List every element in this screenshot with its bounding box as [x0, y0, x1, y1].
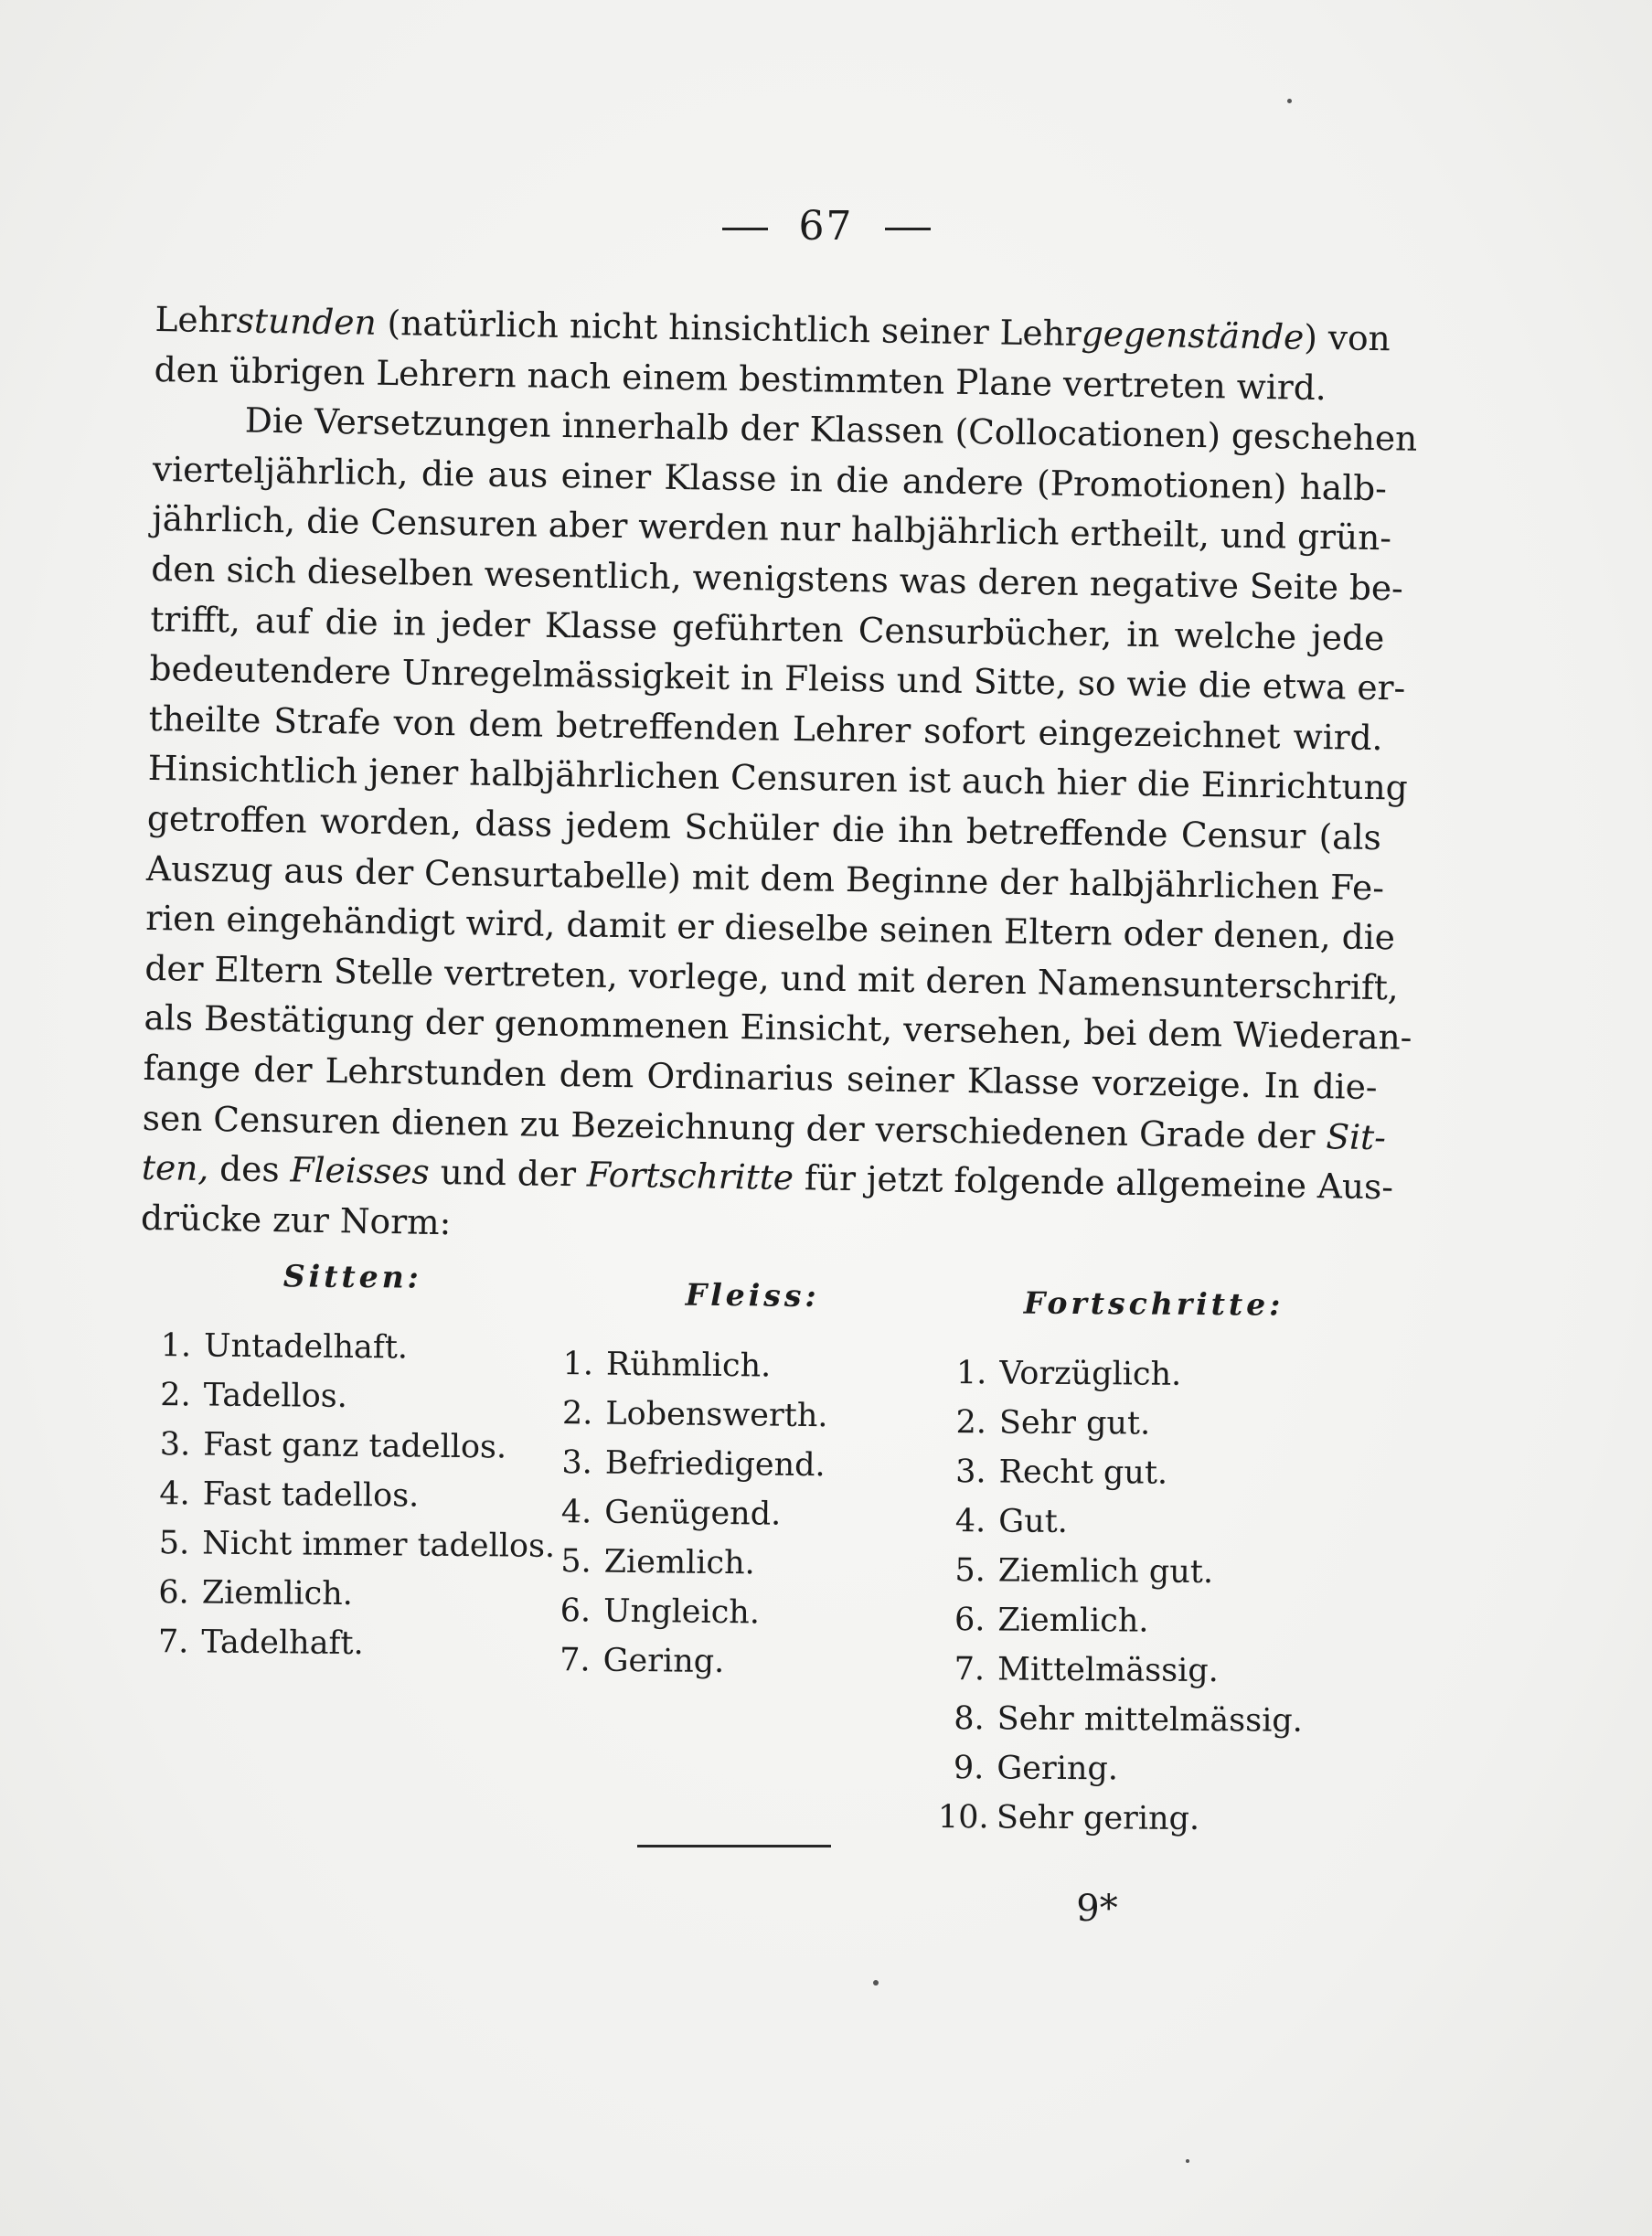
text-segment: der Eltern Stelle vertreten, vorlege, und mit deren Namensunterschrift,	[144, 947, 1400, 1008]
text-segment: als Bestätigung der genommenen Einsicht, versehen, bei dem Wiederan-	[144, 997, 1412, 1058]
grade-item	[144, 1568, 555, 1621]
grade-number: 3.	[561, 1444, 593, 1482]
column-heading-fortschritte: Fortschritte:	[1023, 1284, 1284, 1323]
grade-number: 10.	[937, 1798, 989, 1837]
grade-number: 4.	[159, 1475, 190, 1513]
text-segment: ) von	[1303, 316, 1391, 359]
grade-label: Gering.	[602, 1642, 725, 1681]
grade-number: 4.	[560, 1494, 592, 1531]
grade-label: Sehr gut.	[998, 1404, 1151, 1443]
grade-number: 7.	[559, 1642, 591, 1679]
grade-label: Ungleich.	[602, 1592, 761, 1632]
grade-number: 6.	[954, 1602, 986, 1639]
body-text	[140, 294, 1418, 1262]
grade-number: 9.	[953, 1750, 985, 1787]
grade-number: 1.	[562, 1346, 594, 1383]
grade-item	[940, 1546, 1305, 1598]
grade-label: Untadelhaft.	[203, 1327, 409, 1367]
list-sitten	[143, 1321, 557, 1670]
grade-item	[547, 1389, 828, 1441]
grade-number: 5.	[158, 1525, 190, 1562]
grade-label: Sehr gering.	[996, 1799, 1200, 1837]
grade-number: 6.	[560, 1592, 592, 1630]
grade-number: 2.	[160, 1377, 191, 1414]
grade-label: Fast tadellos.	[202, 1475, 420, 1515]
grade-number: 1.	[955, 1355, 987, 1392]
grade-item	[941, 1348, 1306, 1400]
page-number: 67	[798, 203, 854, 250]
grade-number: 6.	[158, 1574, 189, 1612]
column-heading-sitten: Sitten:	[282, 1258, 423, 1295]
grade-label: Lobenswerth.	[605, 1395, 828, 1435]
text-segment: Die Versetzungen innerhalb der Klassen (Collocationen) geschehen	[244, 399, 1418, 459]
italic-segment: Fortschritte	[586, 1154, 794, 1198]
right-dash	[885, 228, 931, 230]
grade-item	[144, 1518, 555, 1571]
paper-speck	[873, 1980, 879, 1986]
grade-item	[144, 1370, 556, 1423]
grade-label: Vorzüglich.	[999, 1355, 1182, 1393]
italic-segment: Sit-	[1326, 1115, 1387, 1157]
column-heading-fleiss: Fleiss:	[685, 1276, 820, 1315]
grade-label: Ziemlich gut.	[997, 1552, 1214, 1592]
text-segment: für jetzt folgende allgemeine Aus-	[793, 1157, 1394, 1208]
grade-number: 2.	[561, 1395, 593, 1432]
list-fortschritte	[938, 1348, 1306, 1845]
grade-label: Fast ganz tadellos.	[203, 1426, 507, 1466]
text-segment: (natürlich nicht hinsichtlich seiner Lehr	[376, 302, 1082, 354]
grade-item	[940, 1447, 1305, 1499]
text-segment: theilte Strafe von dem betreffenden Lehrer sofort eingezeichnet wird.	[148, 697, 1383, 758]
text-segment: bedeutendere Unregelmässigkeit in Fleiss und Sitte, so wie die etwa er-	[149, 648, 1406, 708]
grade-label: Recht gut.	[998, 1453, 1168, 1492]
grade-number: 8.	[954, 1700, 985, 1738]
grade-label: Ziemlich.	[603, 1543, 755, 1582]
grade-item	[941, 1398, 1306, 1450]
text-segment: sen Censuren dienen zu Bezeichnung der verschiedenen Grade der	[142, 1097, 1327, 1156]
grade-item	[545, 1586, 826, 1638]
grade-label: Genügend.	[604, 1494, 782, 1533]
text-segment: und der	[429, 1151, 588, 1195]
grade-item	[939, 1645, 1304, 1697]
text-segment: drücke zur Norm:	[140, 1197, 452, 1242]
grade-item	[548, 1339, 829, 1391]
grade-label: Mittelmässig.	[997, 1651, 1219, 1690]
italic-segment: gegenstände	[1081, 313, 1305, 357]
italic-segment: ten,	[141, 1146, 209, 1189]
grade-number: 5.	[560, 1543, 592, 1581]
grade-item	[143, 1617, 554, 1670]
grade-number: 2.	[955, 1404, 987, 1442]
grade-label: Tadelhaft.	[201, 1624, 364, 1663]
paper-speck	[1186, 2159, 1189, 2163]
text-segment: rien eingehändigt wird, damit er dieselbe seinen Eltern oder denen, die	[144, 898, 1396, 958]
grade-item	[144, 1420, 556, 1473]
text-segment: fange der Lehrstunden dem Ordinarius seiner Klasse vorzeige. In die-	[143, 1047, 1378, 1108]
text-segment: den sich dieselben wesentlich, wenigstens was deren negative Seite be-	[150, 548, 1404, 609]
text-segment: Hinsichtlich jener halbjährlichen Censuren ist auch hier die Einrichtung	[147, 748, 1409, 808]
signature-mark: 9*	[1076, 1888, 1118, 1930]
text-segment: trifft, auf die in jeder Klasse geführten Censurbücher, in welche jede	[150, 598, 1385, 658]
grade-label: Ziemlich.	[201, 1574, 354, 1613]
grade-label: Gering.	[997, 1750, 1119, 1788]
grade-label: Sehr mittelmässig.	[997, 1700, 1304, 1740]
grade-number: 7.	[954, 1651, 986, 1688]
grade-scales	[0, 1257, 1652, 1842]
grade-number: 5.	[954, 1552, 986, 1590]
grade-item	[938, 1694, 1303, 1746]
grade-label: Befriedigend.	[604, 1444, 826, 1485]
grade-item	[938, 1793, 1303, 1845]
italic-segment: Fleisses	[290, 1149, 431, 1192]
grade-number: 4.	[954, 1503, 986, 1540]
grade-label: Nicht immer tadellos.	[202, 1525, 556, 1565]
grade-label: Tadellos.	[203, 1377, 348, 1415]
text-segment: des	[208, 1148, 291, 1190]
italic-segment: stunden	[236, 300, 378, 343]
grade-item	[145, 1321, 557, 1374]
grade-item	[544, 1635, 826, 1688]
text-segment: jährlich, die Censuren aber werden nur halbjährlich ertheilt, und grün-	[151, 498, 1392, 559]
grade-number: 7.	[157, 1624, 189, 1661]
page-number-header	[0, 203, 1652, 250]
grade-number: 1.	[160, 1327, 192, 1365]
grade-item	[938, 1743, 1303, 1795]
grade-label: Ziemlich.	[997, 1602, 1149, 1640]
text-segment: vierteljährlich, die aus einer Klasse in die andere (Promotionen) halb-	[152, 448, 1388, 508]
list-fleiss	[544, 1339, 828, 1688]
grade-item	[939, 1595, 1304, 1647]
grade-number: 3.	[955, 1453, 986, 1491]
grade-item	[545, 1537, 826, 1589]
grade-item	[144, 1469, 556, 1522]
grade-label: Gut.	[998, 1503, 1069, 1540]
paper-speck	[1287, 99, 1292, 103]
left-dash	[722, 228, 768, 230]
grade-item	[940, 1496, 1305, 1549]
grade-item	[547, 1438, 828, 1490]
closing-rule	[637, 1845, 831, 1847]
grade-label: Rühmlich.	[605, 1346, 772, 1385]
text-segment: getroffen worden, dass jedem Schüler die ihn betreffende Censur (als	[146, 797, 1382, 858]
text-segment: den übrigen Lehrern nach einem bestimmten Plane vertreten wird.	[154, 348, 1327, 408]
text-segment: Auszug aus der Censurtabelle) mit dem Beginne der halbjährlichen Fe-	[145, 847, 1385, 908]
text-segment: Lehr	[155, 298, 238, 341]
grade-number: 3.	[159, 1426, 191, 1464]
grade-item	[546, 1487, 827, 1539]
